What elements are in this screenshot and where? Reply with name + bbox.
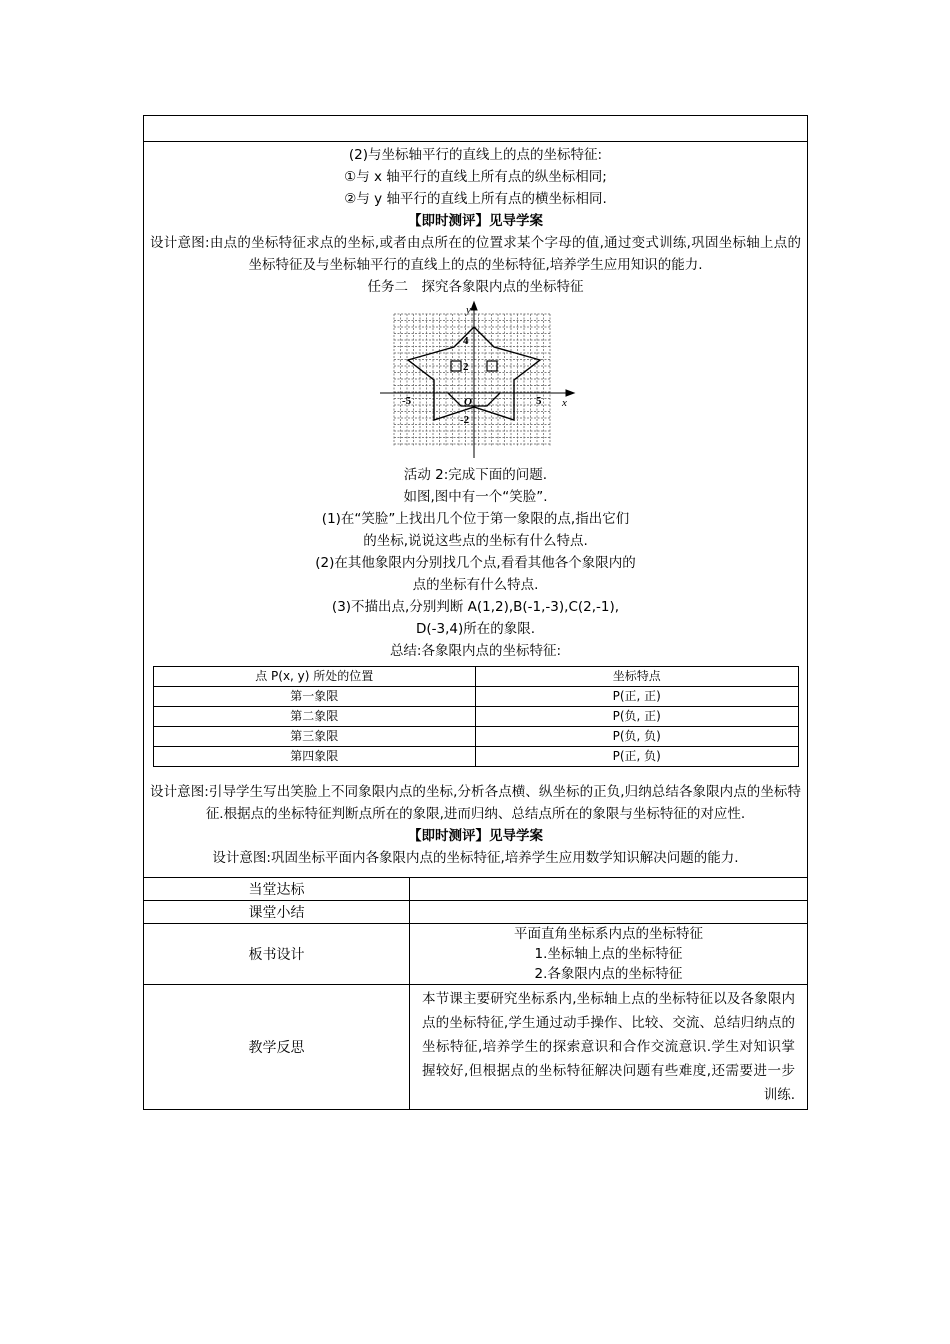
quadrant-name: 第四象限 [153, 747, 476, 767]
axes [380, 302, 574, 458]
table-row [153, 707, 798, 727]
task2-title: 任务二 探究各象限内点的坐标特征 [367, 279, 584, 295]
xiaojie-label: 课堂小结 [144, 901, 410, 924]
grid [394, 314, 550, 446]
quadrant-name: 第一象限 [153, 687, 476, 707]
dabiao-row [144, 878, 808, 901]
section1-eval: 【即时测评】见导学案 [408, 213, 543, 229]
y-axis-label: y [465, 304, 471, 316]
question-2a: (2)在其他象限内分别找几个点,看看其他各个象限内的 [315, 555, 636, 571]
quadrant-feature: P(正, 负) [476, 747, 799, 767]
xiaojie-value [410, 901, 808, 924]
section2-intent2: 设计意图:巩固坐标平面内各象限内点的坐标特征,培养学生应用数学知识解决问题的能力. [212, 850, 739, 866]
smiley-star-figure [376, 300, 576, 460]
banshu-row [144, 924, 808, 985]
lesson-table [143, 115, 808, 1110]
section1-item2: ②与 y 轴平行的直线上所有点的横坐标相同. [344, 191, 607, 207]
tick-label-neg5: -5 [401, 395, 411, 407]
table-row [153, 727, 798, 747]
activity-intro: 如图,图中有一个“笑脸”. [403, 489, 548, 505]
tick-label-5: 5 [535, 395, 541, 407]
summary-line: 总结:各象限内点的坐标特征: [389, 643, 562, 659]
question-1b: 的坐标,说说这些点的坐标有什么特点. [363, 533, 588, 549]
table-row [153, 747, 798, 767]
question-2b: 点的坐标有什么特点. [412, 577, 539, 593]
y-axis-arrow [471, 302, 477, 310]
empty-header-row [144, 116, 808, 142]
section1-intent: 设计意图:由点的坐标特征求点的坐标,或者由点所在的位置求某个字母的值,通过变式训练,巩固坐标轴上点的坐标特征及与坐标轴平行的直线上的点的坐标特征,培养学生应用知识的能力. [150, 235, 801, 273]
x-axis-arrow [566, 390, 574, 396]
quadrant-feature: P(负, 负) [476, 727, 799, 747]
banshu-line-1: 平面直角坐标系内点的坐标特征 [514, 926, 703, 942]
left-eye [451, 361, 461, 371]
origin-label: O [463, 396, 472, 408]
activity-2: 活动 2:完成下面的问题. [403, 467, 548, 483]
quadrant-feature: P(正, 正) [476, 687, 799, 707]
question-3b: D(-3,4)所在的象限. [415, 621, 536, 637]
x-axis-label: x [561, 397, 567, 409]
fansi-content: 本节课主要研究坐标系内,坐标轴上点的坐标特征以及各象限内点的坐标特征,学生通过动手操作、比较、交流、总结归纳点的坐标特征,培养学生的探索意识和合作交流意识.学生对知识掌握较好,但根据点的坐标特征解决问题有些难度,还需要进一步训练. [410, 985, 808, 1110]
section2-intent: 设计意图:引导学生写出笑脸上不同象限内点的坐标,分析各点横、纵坐标的正负,归纳总结各象限内点的坐标特征.根据点的坐标特征判断点所在的象限,进而归纳、总结点所在的象限与坐标特征的对应性. [150, 784, 801, 822]
main-content-cell [144, 142, 808, 878]
banshu-line-2: 1.坐标轴上点的坐标特征 [534, 946, 683, 962]
quadrant-feature: P(负, 正) [476, 707, 799, 727]
table-row [153, 687, 798, 707]
banshu-label: 板书设计 [144, 924, 410, 985]
question-1a: (1)在“笑脸”上找出几个位于第一象限的点,指出它们 [321, 511, 630, 527]
lesson-plan-page [143, 115, 807, 1110]
section1-item1: ①与 x 轴平行的直线上所有点的纵坐标相同; [344, 169, 607, 185]
fansi-label: 教学反思 [144, 985, 410, 1110]
section1-heading: (2)与坐标轴平行的直线上的点的坐标特征: [348, 147, 603, 163]
quadrant-name: 第三象限 [153, 727, 476, 747]
quadrant-name: 第二象限 [153, 707, 476, 727]
banshu-content [410, 924, 808, 985]
question-3a: (3)不描出点,分别判断 A(1,2),B(-1,-3),C(2,-1), [331, 599, 620, 615]
fansi-row [144, 985, 808, 1110]
tick-label-4: 4 [462, 335, 468, 347]
tick-label-neg2: -2 [459, 414, 469, 426]
tick-label-2: 2 [462, 361, 468, 373]
section2-eval: 【即时测评】见导学案 [408, 828, 543, 844]
quadrant-table [153, 666, 799, 767]
main-content-row [144, 142, 808, 878]
dabiao-label: 当堂达标 [144, 878, 410, 901]
dabiao-value [410, 878, 808, 901]
quadrant-table-header [153, 667, 798, 687]
banshu-line-3: 2.各象限内点的坐标特征 [534, 966, 683, 982]
header-position: 点 P(x, y) 所处的位置 [153, 667, 476, 687]
xiaojie-row [144, 901, 808, 924]
header-feature: 坐标特点 [476, 667, 799, 687]
